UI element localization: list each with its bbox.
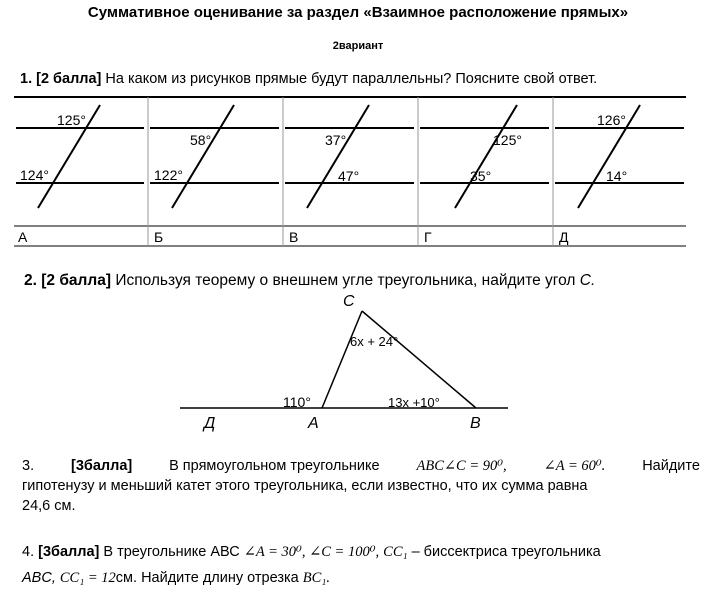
vertex-a-label: А	[308, 415, 319, 432]
question-3-text-a: В прямоугольном треугольнике	[169, 458, 380, 474]
question-3-condition-2: ∠A = 60⁰.	[543, 458, 606, 474]
figure-d	[420, 105, 549, 245]
question-4	[22, 539, 712, 591]
question-3-line-2: гипотенузу и меньший катет этого треугольника, если известно, что их сумма равна	[22, 478, 588, 494]
question-4-text-b: – биссектриса треугольника	[411, 544, 601, 560]
figure-c-bottom-angle: 47°	[338, 168, 360, 184]
figure-a	[16, 105, 144, 245]
angle-c-label: 6x + 24°	[350, 334, 399, 349]
page-title: Суммативное оценивание за раздел «Взаимное расположение прямых»	[87, 4, 629, 21]
figure-e-bottom-angle: 14°	[606, 168, 628, 184]
question-4-condition: ∠A = 30⁰, ∠C = 100⁰,	[243, 544, 380, 560]
question-2-text: Используя теорему о внешнем угле треугольника, найдите угол	[115, 272, 576, 289]
question-4-segment-bc1: BC₁.	[302, 570, 330, 586]
question-4-line-2	[22, 565, 712, 591]
question-3-points: [3балла]	[70, 458, 133, 474]
figure-b-letter: Б	[154, 229, 164, 245]
question-3-line-1	[22, 456, 700, 476]
vertex-c-label: С	[343, 293, 355, 310]
question-4-line-1	[22, 539, 712, 565]
question-2-heading	[24, 272, 595, 290]
question-4-text-a: В треугольнике АВС	[103, 544, 240, 560]
variant-label: 2вариант	[332, 40, 384, 52]
angle-b-label: 13x +10°	[388, 395, 440, 410]
figure-c	[285, 105, 414, 245]
figure-c-letter: В	[289, 229, 299, 245]
figure-b-bottom-angle: 122°	[154, 167, 183, 183]
figure-b	[150, 105, 279, 245]
figure-e-top-angle: 126°	[597, 112, 626, 128]
exterior-angle-label: 110°	[283, 394, 311, 410]
question-2-triangle	[180, 293, 508, 432]
question-4-triangle: ABC,	[22, 570, 56, 586]
question-4-segment-cc1: CC₁	[383, 544, 408, 560]
figure-a-top-angle: 125°	[57, 112, 86, 128]
question-4-points: [3балла]	[38, 544, 100, 560]
point-d-label: Д	[204, 415, 216, 432]
question-2-angle: С.	[579, 272, 596, 289]
question-4-number: 4.	[22, 544, 35, 560]
question-3	[22, 456, 700, 516]
figure-c-top-angle: 37°	[325, 132, 347, 148]
figure-a-bottom-angle: 124°	[20, 167, 49, 183]
question-2-points: [2 балла]	[41, 272, 112, 289]
figure-e-letter: Д	[559, 229, 569, 245]
question-3-text-b: Найдите	[642, 458, 700, 474]
figure-d-bottom-angle: 35°	[470, 168, 492, 184]
figure-b-top-angle: 58°	[190, 132, 212, 148]
figure-e	[555, 105, 684, 245]
question-1-text: На каком из рисунков прямые будут параллельны? Поясните свой ответ.	[105, 71, 598, 87]
question-3-line-3: 24,6 см.	[22, 498, 76, 514]
question-4-cc1-value: CC₁ = 12	[59, 570, 116, 586]
question-3-condition-1: ABC∠C = 90⁰,	[416, 458, 507, 474]
figure-a-letter: А	[18, 229, 28, 245]
figure-d-letter: Г	[424, 229, 432, 245]
question-4-text-c: см. Найдите длину отрезка	[115, 570, 299, 586]
question-3-number: 3.	[22, 458, 35, 474]
question-1-points: [2 балла]	[36, 71, 102, 87]
question-2-number: 2.	[24, 272, 37, 289]
figure-d-top-angle: 125°	[493, 132, 522, 148]
vertex-b-label: В	[470, 415, 481, 432]
question-1-number: 1.	[20, 71, 33, 87]
